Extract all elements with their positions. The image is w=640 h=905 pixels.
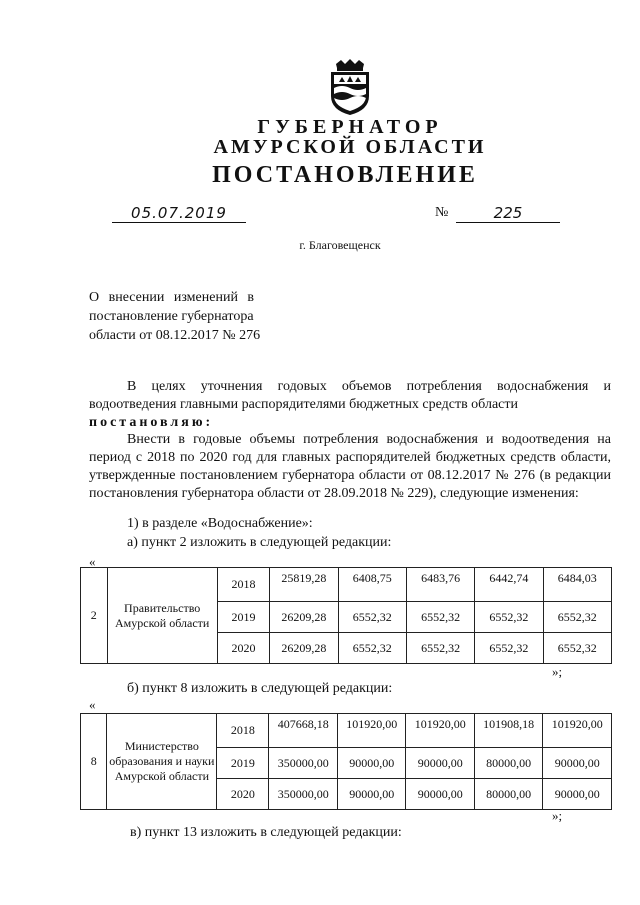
item-c: в) пункт 13 изложить в следующей редакции: <box>130 825 402 840</box>
value-cell: 407668,18 <box>269 714 337 748</box>
preamble-paragraph: В целях уточнения годовых объемов потребления водоснабжения и водоотведения главными распорядителями бюджетных средств области <box>89 379 611 412</box>
governor-title: ГУБЕРНАТОР <box>257 116 443 138</box>
table-point-2 <box>80 567 612 664</box>
item-b: б) пункт 8 изложить в следующей редакции: <box>127 681 393 696</box>
coat-of-arms-icon <box>327 58 373 116</box>
value-cell: 6483,76 <box>406 568 474 602</box>
number-label: № <box>435 205 449 220</box>
value-cell: 90000,00 <box>543 779 612 810</box>
point-number: 8 <box>81 714 107 810</box>
value-cell: 101920,00 <box>337 714 405 748</box>
value-cell: 6552,32 <box>406 633 474 664</box>
point-number: 2 <box>81 568 108 664</box>
year-cell: 2018 <box>217 568 269 602</box>
value-cell: 6552,32 <box>543 633 611 664</box>
value-cell: 101920,00 <box>406 714 474 748</box>
region-title: АМУРСКОЙ ОБЛАСТИ <box>213 136 487 158</box>
value-cell: 90000,00 <box>406 748 474 779</box>
value-cell: 6552,32 <box>475 602 543 633</box>
open-quote: « <box>89 697 96 712</box>
value-cell: 6484,03 <box>543 568 611 602</box>
city: г. Благовещенск <box>299 238 381 252</box>
value-cell: 80000,00 <box>474 779 542 810</box>
value-cell: 6552,32 <box>475 633 543 664</box>
document-date: 05.07.2019 <box>112 204 246 223</box>
value-cell: 6552,32 <box>543 602 611 633</box>
table-point-8 <box>80 713 612 810</box>
value-cell: 90000,00 <box>543 748 612 779</box>
value-cell: 90000,00 <box>406 779 474 810</box>
close-quote: »; <box>552 808 563 823</box>
main-paragraph: Внести в годовые объемы потребления водоснабжения и водоотведения на период с 2018 по 2020 год для главных распорядителей бюджетных средств области, утвержденные постановлением губернатора области от 08.12.2017 № 276 (в редакции постановления губернатора области от 28.09.2018 № 229), следующие изменения: <box>89 432 611 501</box>
table-row <box>81 568 612 602</box>
year-cell: 2020 <box>217 633 269 664</box>
item-water-supply: 1) в разделе «Водоснабжение»: <box>127 516 313 531</box>
year-cell: 2018 <box>217 714 269 748</box>
organization-name: Правительство Амурской области <box>107 568 217 664</box>
value-cell: 6408,75 <box>338 568 406 602</box>
value-cell: 25819,28 <box>270 568 338 602</box>
document-type: ПОСТАНОВЛЕНИЕ <box>212 162 478 188</box>
subject-line: области от 08.12.2017 № 276 <box>89 328 261 343</box>
subject-line: О внесении изменений в <box>89 290 255 305</box>
value-cell: 80000,00 <box>474 748 542 779</box>
document-number: 225 <box>456 204 560 223</box>
value-cell: 6442,74 <box>475 568 543 602</box>
value-cell: 26209,28 <box>270 602 338 633</box>
close-quote: »; <box>552 664 563 679</box>
value-cell: 26209,28 <box>270 633 338 664</box>
year-cell: 2019 <box>217 602 269 633</box>
subject-block <box>89 288 289 345</box>
organization-name: Министерство образования и науки Амурской области <box>107 714 217 810</box>
year-cell: 2019 <box>217 748 269 779</box>
value-cell: 6552,32 <box>338 602 406 633</box>
value-cell: 90000,00 <box>337 779 405 810</box>
value-cell: 90000,00 <box>337 748 405 779</box>
item-a: а) пункт 2 изложить в следующей редакции: <box>127 535 392 550</box>
open-quote: « <box>89 554 96 569</box>
value-cell: 6552,32 <box>338 633 406 664</box>
value-cell: 101920,00 <box>543 714 612 748</box>
value-cell: 101908,18 <box>474 714 542 748</box>
table-row <box>81 714 612 748</box>
value-cell: 6552,32 <box>406 602 474 633</box>
value-cell: 350000,00 <box>269 779 337 810</box>
subject-line: постановление губернатора <box>89 309 254 324</box>
year-cell: 2020 <box>217 779 269 810</box>
value-cell: 350000,00 <box>269 748 337 779</box>
decree-word: постановляю: <box>89 415 214 430</box>
